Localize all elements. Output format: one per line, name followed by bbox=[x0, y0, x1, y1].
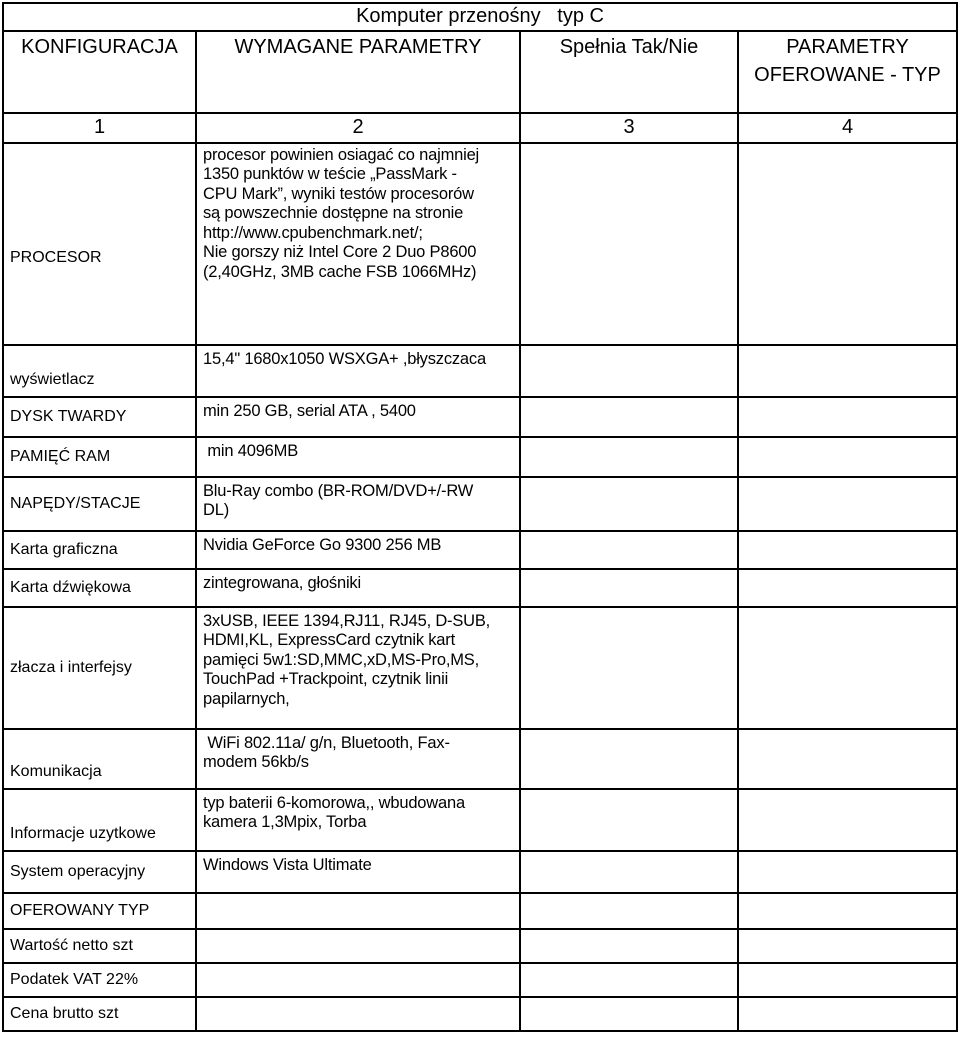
row-label-drives: NAPĘDY/STACJE bbox=[3, 477, 196, 531]
specification-table bbox=[2, 2, 958, 1032]
row-offered-os[interactable] bbox=[738, 851, 957, 893]
row-value-os: Windows Vista Ultimate bbox=[196, 851, 520, 893]
row-label-user-info: Informacje uzytkowe bbox=[3, 789, 196, 851]
row-offered-procesor[interactable] bbox=[738, 143, 957, 345]
row-offered-sound[interactable] bbox=[738, 569, 957, 607]
header-compliance: Spełnia Tak/Nie bbox=[520, 31, 738, 113]
row-offered-user-info[interactable] bbox=[738, 789, 957, 851]
row-label-sound: Karta dźwiękowa bbox=[3, 569, 196, 607]
table-row bbox=[3, 963, 957, 997]
row-label-ram: PAMIĘĆ RAM bbox=[3, 437, 196, 477]
row-compliance-ram[interactable] bbox=[520, 437, 738, 477]
table-row bbox=[3, 397, 957, 437]
table-row bbox=[3, 929, 957, 963]
row-offered-drives[interactable] bbox=[738, 477, 957, 531]
row-compliance-communication[interactable] bbox=[520, 729, 738, 789]
summary-offered-type-compliance[interactable] bbox=[520, 893, 738, 929]
row-label-ports: złacza i interfejsy bbox=[3, 607, 196, 729]
summary-gross-price-compliance[interactable] bbox=[520, 997, 738, 1031]
summary-offered-type-value[interactable] bbox=[196, 893, 520, 929]
summary-net-value-offered[interactable] bbox=[738, 929, 957, 963]
column-number-4: 4 bbox=[738, 113, 957, 143]
header-offered-line1: PARAMETRY bbox=[786, 36, 909, 58]
row-value-communication: WiFi 802.11a/ g/n, Bluetooth, Fax- modem 56kb/s bbox=[196, 729, 520, 789]
row-label-hdd: DYSK TWARDY bbox=[3, 397, 196, 437]
table-row bbox=[3, 477, 957, 531]
row-compliance-hdd[interactable] bbox=[520, 397, 738, 437]
summary-gross-price-offered[interactable] bbox=[738, 997, 957, 1031]
table-row bbox=[3, 893, 957, 929]
row-value-procesor: procesor powinien osiagać co najmniej 1350 punktów w teście „PassMark - CPU Mark”, wyniki testów procesorów są powszechnie dostępne na stronie http://www.cpubenchmark.net/; Nie gorszy niż Intel Core 2 Duo P8600 (2,40GHz, 3MB cache FSB 1066MHz) bbox=[196, 143, 520, 345]
summary-net-value-value[interactable] bbox=[196, 929, 520, 963]
table-row bbox=[3, 345, 957, 397]
row-compliance-ports[interactable] bbox=[520, 607, 738, 729]
row-offered-ports[interactable] bbox=[738, 607, 957, 729]
summary-net-value: Wartość netto szt bbox=[3, 929, 196, 963]
summary-vat-value[interactable] bbox=[196, 963, 520, 997]
row-compliance-graphics[interactable] bbox=[520, 531, 738, 569]
row-offered-ram[interactable] bbox=[738, 437, 957, 477]
table-row bbox=[3, 789, 957, 851]
row-offered-graphics[interactable] bbox=[738, 531, 957, 569]
table-row bbox=[3, 607, 957, 729]
row-value-graphics: Nvidia GeForce Go 9300 256 MB bbox=[196, 531, 520, 569]
column-number-3: 3 bbox=[520, 113, 738, 143]
row-compliance-sound[interactable] bbox=[520, 569, 738, 607]
header-configuration: KONFIGURACJA bbox=[3, 31, 196, 113]
row-value-user-info: typ baterii 6-komorowa,, wbudowana kamera 1,3Mpix, Torba bbox=[196, 789, 520, 851]
row-compliance-os[interactable] bbox=[520, 851, 738, 893]
row-label-procesor: PROCESOR bbox=[3, 143, 196, 345]
row-offered-communication[interactable] bbox=[738, 729, 957, 789]
row-compliance-user-info[interactable] bbox=[520, 789, 738, 851]
row-value-drives: Blu-Ray combo (BR-ROM/DVD+/-RW DL) bbox=[196, 477, 520, 531]
row-value-sound: zintegrowana, głośniki bbox=[196, 569, 520, 607]
row-compliance-display[interactable] bbox=[520, 345, 738, 397]
row-value-ram: min 4096MB bbox=[196, 437, 520, 477]
table-row bbox=[3, 851, 957, 893]
summary-net-value-compliance[interactable] bbox=[520, 929, 738, 963]
row-value-ports: 3xUSB, IEEE 1394,RJ11, RJ45, D-SUB, HDMI,KL, ExpressCard czytnik kart pamięci 5w1:SD,MMC,xD,MS-Pro,MS, TouchPad +Trackpoint, czytnik linii papilarnych, bbox=[196, 607, 520, 729]
summary-vat: Podatek VAT 22% bbox=[3, 963, 196, 997]
row-label-os: System operacyjny bbox=[3, 851, 196, 893]
table-row bbox=[3, 997, 957, 1031]
column-number-1: 1 bbox=[3, 113, 196, 143]
row-compliance-drives[interactable] bbox=[520, 477, 738, 531]
header-required-parameters: WYMAGANE PARAMETRY bbox=[196, 31, 520, 113]
header-offered-parameters bbox=[738, 31, 957, 113]
summary-offered-type-offered[interactable] bbox=[738, 893, 957, 929]
row-offered-hdd[interactable] bbox=[738, 397, 957, 437]
table-title: Komputer przenośny typ C bbox=[3, 3, 957, 31]
row-label-display: wyświetlacz bbox=[3, 345, 196, 397]
summary-gross-price-value[interactable] bbox=[196, 997, 520, 1031]
table-row bbox=[3, 437, 957, 477]
row-value-display: 15,4" 1680x1050 WSXGA+ ,błyszczaca bbox=[196, 345, 520, 397]
summary-gross-price: Cena brutto szt bbox=[3, 997, 196, 1031]
table-row bbox=[3, 531, 957, 569]
row-offered-display[interactable] bbox=[738, 345, 957, 397]
header-offered-line2: OFEROWANE - TYP bbox=[754, 63, 941, 86]
row-value-hdd: min 250 GB, serial ATA , 5400 bbox=[196, 397, 520, 437]
summary-offered-type: OFEROWANY TYP bbox=[3, 893, 196, 929]
row-compliance-procesor[interactable] bbox=[520, 143, 738, 345]
summary-vat-offered[interactable] bbox=[738, 963, 957, 997]
row-label-communication: Komunikacja bbox=[3, 729, 196, 789]
table-row bbox=[3, 729, 957, 789]
table-row bbox=[3, 569, 957, 607]
column-number-2: 2 bbox=[196, 113, 520, 143]
summary-vat-compliance[interactable] bbox=[520, 963, 738, 997]
row-label-graphics: Karta graficzna bbox=[3, 531, 196, 569]
table-row bbox=[3, 143, 957, 345]
